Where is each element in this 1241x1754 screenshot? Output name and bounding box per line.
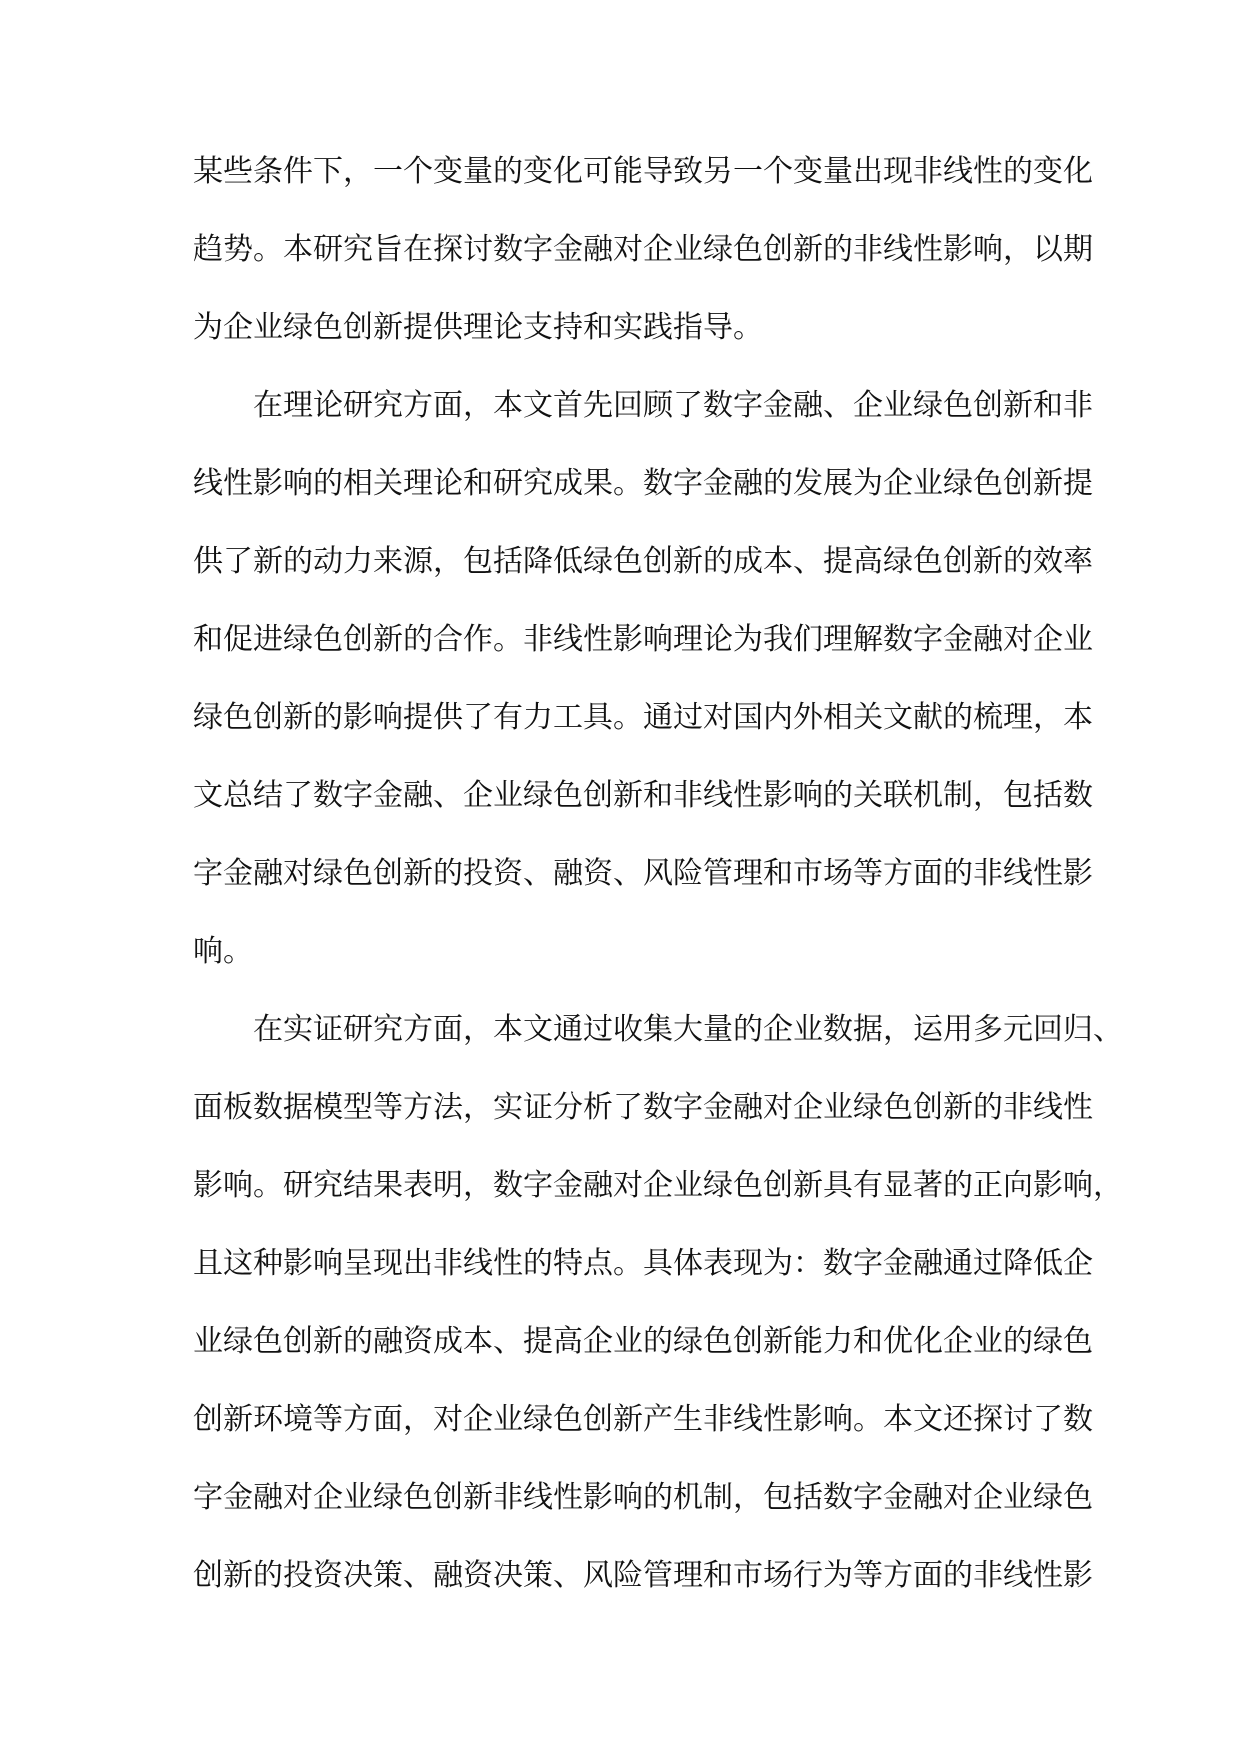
text-line: 字金融对企业绿色创新非线性影响的机制，包括数字金融对企业绿色 [193,1480,1093,1515]
text-line: 线性影响的相关理论和研究成果。数字金融的发展为企业绿色创新提 [193,466,1093,501]
text-line: 字金融对绿色创新的投资、融资、风险管理和市场等方面的非线性影 [193,856,1093,891]
text-line: 某些条件下，一个变量的变化可能导致另一个变量出现非线性的变化 [193,154,1093,189]
text-line: 供了新的动力来源，包括降低绿色创新的成本、提高绿色创新的效率 [193,544,1093,579]
text-line: 且这种影响呈现出非线性的特点。具体表现为：数字金融通过降低企 [193,1246,1093,1281]
text-line: 文总结了数字金融、企业绿色创新和非线性影响的关联机制，包括数 [193,778,1093,813]
text-line: 趋势。本研究旨在探讨数字金融对企业绿色创新的非线性影响，以期 [193,232,1093,267]
text-line: 响。 [193,934,253,969]
text-line: 为企业绿色创新提供理论支持和实践指导。 [193,310,763,345]
text-line: 业绿色创新的融资成本、提高企业的绿色创新能力和优化企业的绿色 [193,1324,1093,1359]
text-line: 在理论研究方面，本文首先回顾了数字金融、企业绿色创新和非 [253,388,1093,423]
text-line: 创新的投资决策、融资决策、风险管理和市场行为等方面的非线性影 [193,1558,1093,1593]
text-line: 创新环境等方面，对企业绿色创新产生非线性影响。本文还探讨了数 [193,1402,1093,1437]
text-line: 在实证研究方面，本文通过收集大量的企业数据，运用多元回归、 [253,1012,1123,1047]
text-line: 绿色创新的影响提供了有力工具。通过对国内外相关文献的梳理，本 [193,700,1093,735]
body-text [193,146,1123,1628]
text-line: 影响。研究结果表明，数字金融对企业绿色创新具有显著的正向影响， [193,1168,1123,1203]
text-line: 面板数据模型等方法，实证分析了数字金融对企业绿色创新的非线性 [193,1090,1093,1125]
text-line: 和促进绿色创新的合作。非线性影响理论为我们理解数字金融对企业 [193,622,1093,657]
